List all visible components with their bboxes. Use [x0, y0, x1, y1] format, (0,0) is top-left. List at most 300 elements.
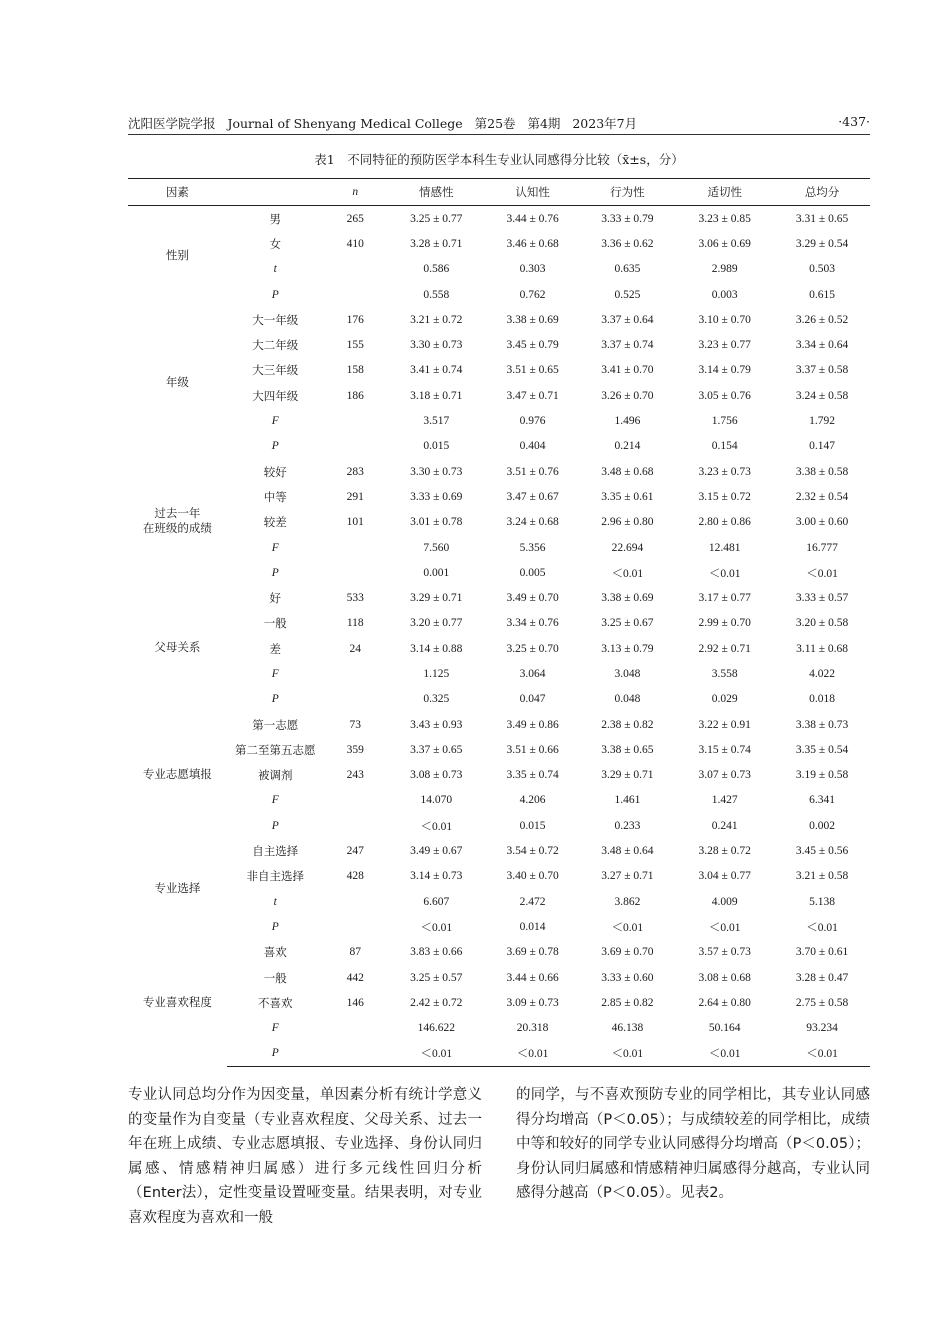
subgroup-cell: 第二至第五志愿 [235, 744, 316, 757]
value-cell: 0.003 [711, 288, 738, 301]
n-cell [324, 1041, 387, 1067]
table-row [128, 358, 870, 383]
value-cell: 0.586 [423, 263, 450, 276]
table-row [128, 1041, 870, 1067]
n-cell [324, 1016, 387, 1041]
n-cell [324, 434, 387, 459]
value-cell: 3.38 ± 0.65 [601, 743, 654, 756]
subgroup-cell: 男 [269, 213, 282, 226]
n-cell [324, 889, 387, 914]
subgroup-cell: t [273, 895, 277, 908]
n-cell: 442 [346, 971, 364, 984]
value-cell: ＜0.01 [675, 1041, 774, 1067]
running-header [128, 114, 870, 135]
n-cell: 243 [346, 769, 364, 782]
table-row [128, 990, 870, 1015]
value-cell: ＜0.01 [420, 921, 453, 934]
value-cell: 3.48 ± 0.64 [601, 845, 654, 858]
value-cell: 3.44 ± 0.66 [506, 971, 559, 984]
value-cell: 3.47 ± 0.71 [506, 389, 559, 402]
value-cell: 6.341 [809, 794, 835, 807]
table-header-row [128, 179, 870, 206]
subgroup-cell: 好 [269, 593, 282, 606]
n-cell [324, 687, 387, 712]
value-cell: ＜0.01 [387, 1041, 486, 1067]
value-cell: 1.792 [809, 415, 835, 428]
value-cell: 3.25 ± 0.70 [506, 642, 559, 655]
value-cell: 3.70 ± 0.61 [795, 946, 849, 959]
header-behavioral: 行为性 [579, 179, 675, 206]
value-cell: 3.44 ± 0.76 [506, 212, 559, 225]
table-row [128, 585, 870, 610]
value-cell: 0.214 [614, 440, 641, 453]
value-cell: 3.37 ± 0.58 [795, 364, 849, 377]
value-cell: 3.29 ± 0.71 [410, 592, 463, 605]
value-cell: 3.33 ± 0.69 [410, 490, 463, 503]
value-cell: 3.05 ± 0.76 [698, 389, 751, 402]
n-cell [324, 535, 387, 560]
journal-name-en: Journal of Shenyang Medical College [227, 116, 463, 131]
value-cell: 93.234 [806, 1022, 838, 1035]
value-cell: 3.30 ± 0.73 [410, 339, 463, 352]
subgroup-cell: t [273, 263, 277, 276]
n-cell: 24 [349, 642, 362, 655]
value-cell: 0.303 [519, 263, 546, 276]
value-cell: 3.43 ± 0.93 [410, 718, 463, 731]
value-cell: 3.28 ± 0.72 [698, 845, 751, 858]
value-cell: 3.064 [519, 667, 546, 680]
value-cell: 3.37 ± 0.64 [601, 313, 654, 326]
value-cell: 0.015 [423, 440, 450, 453]
value-cell: 3.51 ± 0.65 [506, 364, 559, 377]
subgroup-cell: F [271, 1022, 279, 1035]
table-row [128, 282, 870, 307]
value-cell: 3.36 ± 0.62 [601, 237, 654, 250]
value-cell: 3.29 ± 0.54 [795, 237, 849, 250]
subgroup-cell: 女 [269, 238, 282, 251]
value-cell: 3.37 ± 0.74 [601, 339, 654, 352]
value-cell: 3.07 ± 0.73 [698, 769, 751, 782]
n-cell: 176 [346, 313, 364, 326]
table-row [128, 560, 870, 585]
value-cell: 1.461 [614, 794, 641, 807]
value-cell: 0.018 [809, 693, 835, 706]
header-subgroup [227, 179, 324, 206]
table-row [128, 914, 870, 939]
value-cell: 3.28 ± 0.47 [795, 971, 849, 984]
header-n: n [324, 179, 387, 206]
journal-info [128, 114, 637, 132]
n-cell [324, 788, 387, 813]
value-cell: 0.525 [614, 288, 641, 301]
value-cell: 20.318 [516, 1022, 549, 1035]
value-cell: 0.503 [809, 263, 835, 276]
value-cell: 5.356 [519, 541, 546, 554]
value-cell: 3.23 ± 0.85 [698, 212, 751, 225]
n-cell: 101 [346, 516, 364, 529]
value-cell: 3.14 ± 0.88 [410, 642, 463, 655]
value-cell: 3.08 ± 0.68 [698, 971, 751, 984]
value-cell: 3.27 ± 0.71 [601, 870, 654, 883]
n-cell: 428 [346, 870, 364, 883]
table-row [128, 763, 870, 788]
subgroup-cell: 不喜欢 [258, 997, 293, 1010]
subgroup-cell: 中等 [263, 491, 287, 504]
value-cell: 3.38 ± 0.69 [601, 592, 654, 605]
n-cell [324, 560, 387, 585]
value-cell: 3.24 ± 0.58 [795, 389, 849, 402]
table-row [128, 434, 870, 459]
body-paragraph-left: 专业认同总均分作为因变量，单因素分析有统计学意义的变量作为自变量（专业喜欢程度、父母关系、过去一年在班上成绩、专业志愿填报、专业选择、身份认同归属感、情感精神归属感）进行多元线性回归分析（Enter法），定性变量设置哑变量。结果表明，对专业喜欢程度为喜欢和一般 [128, 1087, 482, 1226]
value-cell: 0.147 [809, 440, 835, 453]
n-cell [324, 914, 387, 939]
value-cell: 0.762 [519, 288, 546, 301]
value-cell: 3.40 ± 0.70 [506, 870, 559, 883]
table-row [128, 788, 870, 813]
table-row [128, 661, 870, 686]
table-row [128, 307, 870, 332]
value-cell: 0.325 [423, 693, 450, 706]
value-cell: 3.23 ± 0.77 [698, 339, 751, 352]
value-cell: 2.75 ± 0.58 [795, 996, 849, 1009]
subgroup-cell: 一般 [263, 618, 287, 631]
value-cell: ＜0.01 [611, 567, 644, 580]
n-cell: 359 [346, 743, 364, 756]
n-cell: 186 [346, 389, 364, 402]
value-cell: 3.20 ± 0.58 [795, 617, 849, 630]
value-cell: 3.38 ± 0.69 [506, 313, 559, 326]
value-cell: ＜0.01 [806, 567, 838, 580]
value-cell: 3.01 ± 0.78 [410, 516, 463, 529]
value-cell: 0.558 [423, 288, 450, 301]
subgroup-cell: P [271, 819, 279, 832]
value-cell: 1.496 [614, 415, 641, 428]
value-cell: ＜0.01 [486, 1041, 580, 1067]
journal-name-cn: 沈阳医学院学报 [128, 116, 216, 131]
value-cell: 0.154 [711, 440, 738, 453]
table-row [128, 408, 870, 433]
subgroup-cell: 大二年级 [252, 340, 299, 353]
journal-issue: 第4期 [527, 116, 561, 131]
n-cell: 155 [346, 339, 364, 352]
n-cell [324, 813, 387, 838]
value-cell: 3.23 ± 0.73 [698, 465, 751, 478]
value-cell: 3.558 [711, 667, 738, 680]
value-cell: 3.30 ± 0.73 [410, 465, 463, 478]
factor-cell: 过去一年 在班级的成绩 [142, 508, 212, 536]
value-cell: ＜0.01 [774, 1041, 870, 1067]
subgroup-cell: P [271, 693, 279, 706]
value-cell: 0.976 [519, 415, 546, 428]
n-cell [324, 661, 387, 686]
value-cell: 2.64 ± 0.80 [698, 996, 751, 1009]
subgroup-cell: F [271, 667, 279, 680]
table-row [128, 864, 870, 889]
value-cell: 3.21 ± 0.58 [795, 870, 849, 883]
value-cell: ＜0.01 [611, 921, 644, 934]
value-cell: 3.34 ± 0.76 [506, 617, 559, 630]
n-cell: 118 [346, 617, 364, 630]
value-cell: 4.009 [711, 895, 738, 908]
n-cell [324, 257, 387, 282]
subgroup-cell: P [271, 288, 279, 301]
table-row [128, 459, 870, 484]
value-cell: 2.99 ± 0.70 [698, 617, 751, 630]
value-cell: 3.21 ± 0.72 [410, 313, 463, 326]
value-cell: 4.022 [809, 667, 835, 680]
n-cell: 158 [346, 364, 364, 377]
value-cell: 3.00 ± 0.60 [795, 516, 849, 529]
value-cell: ＜0.01 [579, 1041, 675, 1067]
value-cell: 3.24 ± 0.68 [506, 516, 559, 529]
value-cell: 3.31 ± 0.65 [795, 212, 849, 225]
header-emotional: 情感性 [387, 179, 486, 206]
value-cell: 4.206 [519, 794, 546, 807]
subgroup-cell: 第一志愿 [252, 719, 299, 732]
header-total: 总均分 [774, 179, 870, 206]
value-cell: 146.622 [417, 1022, 455, 1035]
factor-cell: 性别 [165, 250, 189, 263]
value-cell: 3.45 ± 0.56 [795, 845, 849, 858]
value-cell: 3.33 ± 0.60 [601, 971, 654, 984]
value-cell: 0.615 [809, 288, 835, 301]
subgroup-cell: 一般 [263, 972, 287, 985]
value-cell: 3.41 ± 0.70 [601, 364, 654, 377]
table-caption: 表1 不同特征的预防医学本科生专业认同感得分比较（x̄±s，分） [314, 152, 684, 167]
table-row [128, 535, 870, 560]
value-cell: 3.54 ± 0.72 [506, 845, 559, 858]
value-cell: 3.25 ± 0.57 [410, 971, 463, 984]
subgroup-cell: 被调剂 [258, 770, 293, 783]
n-cell: 283 [346, 465, 364, 478]
header-factor: 因素 [128, 179, 227, 206]
n-cell: 87 [349, 946, 362, 959]
journal-volume: 第25卷 [474, 116, 516, 131]
table-row [128, 206, 870, 232]
subgroup-cell: F [271, 415, 279, 428]
value-cell: ＜0.01 [708, 921, 741, 934]
value-cell: 0.001 [423, 566, 450, 579]
value-cell: ＜0.01 [806, 921, 838, 934]
value-cell: 2.472 [519, 895, 546, 908]
value-cell: 0.015 [519, 819, 546, 832]
value-cell: 3.51 ± 0.66 [506, 743, 559, 756]
subgroup-cell: 自主选择 [252, 846, 299, 859]
table-row [128, 813, 870, 838]
value-cell: 2.989 [711, 263, 738, 276]
data-table [128, 178, 870, 1067]
value-cell: 3.25 ± 0.77 [410, 212, 463, 225]
value-cell: 3.33 ± 0.57 [795, 592, 849, 605]
value-cell: 3.35 ± 0.61 [601, 490, 654, 503]
n-cell: 291 [346, 490, 364, 503]
value-cell: 0.233 [614, 819, 641, 832]
value-cell: 1.756 [711, 415, 738, 428]
value-cell: 3.28 ± 0.71 [410, 237, 463, 250]
value-cell: 3.19 ± 0.58 [795, 769, 849, 782]
value-cell: 2.42 ± 0.72 [410, 996, 463, 1009]
value-cell: 3.14 ± 0.73 [410, 870, 463, 883]
value-cell: 3.35 ± 0.74 [506, 769, 559, 782]
value-cell: 3.10 ± 0.70 [698, 313, 751, 326]
n-cell: 410 [346, 237, 364, 250]
value-cell: 3.11 ± 0.68 [796, 642, 849, 655]
table-row [128, 1016, 870, 1041]
value-cell: 3.83 ± 0.66 [410, 946, 463, 959]
value-cell: 2.96 ± 0.80 [601, 516, 654, 529]
value-cell: 3.69 ± 0.70 [601, 946, 654, 959]
value-cell: 0.404 [519, 440, 546, 453]
value-cell: 3.45 ± 0.79 [506, 339, 559, 352]
value-cell: 3.51 ± 0.76 [506, 465, 559, 478]
factor-cell: 专业喜欢程度 [142, 996, 212, 1009]
value-cell: 3.34 ± 0.64 [795, 339, 849, 352]
value-cell: 3.15 ± 0.72 [698, 490, 751, 503]
value-cell: 22.694 [611, 541, 644, 554]
value-cell: 16.777 [806, 541, 838, 554]
value-cell: 3.26 ± 0.70 [601, 389, 654, 402]
subgroup-cell: 喜欢 [263, 947, 287, 960]
value-cell: 3.18 ± 0.71 [410, 389, 463, 402]
value-cell: 3.048 [614, 667, 641, 680]
table-row [128, 510, 870, 535]
value-cell: 3.46 ± 0.68 [506, 237, 559, 250]
subgroup-cell: 差 [269, 643, 282, 656]
page-number: ·437· [838, 114, 870, 129]
factor-cell: 专业选择 [154, 882, 201, 895]
value-cell: 3.47 ± 0.67 [506, 490, 559, 503]
value-cell: 0.048 [614, 693, 641, 706]
n-cell: 533 [346, 592, 364, 605]
subgroup-cell: 较差 [263, 517, 287, 530]
value-cell: 0.635 [614, 263, 641, 276]
n-cell: 265 [346, 212, 364, 225]
value-cell: 0.029 [711, 693, 738, 706]
factor-cell: 专业志愿填报 [142, 768, 212, 781]
subgroup-cell: F [271, 794, 279, 807]
value-cell: 7.560 [423, 541, 450, 554]
value-cell: 12.481 [708, 541, 741, 554]
header-cognitive: 认知性 [486, 179, 580, 206]
value-cell: 3.49 ± 0.67 [410, 845, 463, 858]
value-cell: 3.26 ± 0.52 [795, 313, 849, 326]
table-row [128, 231, 870, 256]
journal-date: 2023年7月 [572, 116, 638, 131]
value-cell: 3.38 ± 0.58 [795, 465, 849, 478]
table-row [128, 965, 870, 990]
subgroup-cell: F [271, 541, 279, 554]
value-cell: ＜0.01 [708, 567, 741, 580]
value-cell: 3.69 ± 0.78 [506, 946, 559, 959]
value-cell: 46.138 [611, 1022, 644, 1035]
subgroup-cell: P [227, 1041, 324, 1067]
n-cell: 146 [346, 996, 364, 1009]
subgroup-cell: 较好 [263, 466, 287, 479]
value-cell: 3.48 ± 0.68 [601, 465, 654, 478]
subgroup-cell: 大三年级 [252, 365, 299, 378]
value-cell: ＜0.01 [420, 820, 453, 833]
table-row [128, 636, 870, 661]
value-cell: 3.20 ± 0.77 [410, 617, 463, 630]
table-row [128, 940, 870, 965]
value-cell: 2.92 ± 0.71 [698, 642, 751, 655]
table-row [128, 712, 870, 737]
value-cell: 3.17 ± 0.77 [698, 592, 751, 605]
value-cell: 0.005 [519, 566, 546, 579]
value-cell: 0.014 [519, 920, 546, 933]
table-row [128, 687, 870, 712]
subgroup-cell: P [271, 440, 279, 453]
value-cell: 3.14 ± 0.79 [698, 364, 751, 377]
subgroup-cell: 非自主选择 [246, 871, 305, 884]
n-cell [324, 282, 387, 307]
value-cell: 3.38 ± 0.73 [795, 718, 849, 731]
value-cell: 3.33 ± 0.79 [601, 212, 654, 225]
value-cell: 0.241 [711, 819, 738, 832]
value-cell: 3.29 ± 0.71 [601, 769, 654, 782]
value-cell: 50.164 [708, 1022, 741, 1035]
value-cell: 1.125 [423, 667, 450, 680]
value-cell: 1.427 [711, 794, 738, 807]
header-fitness: 适切性 [675, 179, 774, 206]
value-cell: 3.517 [423, 415, 450, 428]
subgroup-cell: P [271, 920, 279, 933]
value-cell: 3.22 ± 0.91 [698, 718, 751, 731]
table-row [128, 838, 870, 863]
value-cell: 14.070 [420, 794, 453, 807]
value-cell: 5.138 [809, 895, 835, 908]
table-row [128, 332, 870, 357]
value-cell: 3.37 ± 0.65 [410, 743, 463, 756]
table-row [128, 889, 870, 914]
value-cell: 3.15 ± 0.74 [698, 743, 751, 756]
factor-cell: 年级 [165, 376, 189, 389]
value-cell: 3.41 ± 0.74 [410, 364, 463, 377]
value-cell: 3.862 [614, 895, 641, 908]
value-cell: 2.80 ± 0.86 [698, 516, 751, 529]
value-cell: 3.35 ± 0.54 [795, 743, 849, 756]
value-cell: 3.09 ± 0.73 [506, 996, 559, 1009]
table-row [128, 484, 870, 509]
table-row [128, 611, 870, 636]
value-cell: 3.08 ± 0.73 [410, 769, 463, 782]
n-cell: 73 [349, 718, 362, 731]
factor-cell: 父母关系 [154, 642, 201, 655]
value-cell: 2.85 ± 0.82 [601, 996, 654, 1009]
n-cell [324, 408, 387, 433]
subgroup-cell: P [271, 566, 279, 579]
value-cell: 3.04 ± 0.77 [698, 870, 751, 883]
value-cell: 0.002 [809, 819, 835, 832]
value-cell: 6.607 [423, 895, 450, 908]
value-cell: 2.38 ± 0.82 [601, 718, 654, 731]
subgroup-cell: 大一年级 [252, 314, 299, 327]
subgroup-cell: 大四年级 [252, 390, 299, 403]
value-cell: 3.25 ± 0.67 [601, 617, 654, 630]
table-row [128, 383, 870, 408]
value-cell: 0.047 [519, 693, 546, 706]
value-cell: 2.32 ± 0.54 [795, 490, 849, 503]
value-cell: 3.06 ± 0.69 [698, 237, 751, 250]
value-cell: 3.49 ± 0.86 [506, 718, 559, 731]
n-cell: 247 [346, 845, 364, 858]
table-row [128, 257, 870, 282]
value-cell: 3.13 ± 0.79 [601, 642, 654, 655]
value-cell: 3.49 ± 0.70 [506, 592, 559, 605]
value-cell: 3.57 ± 0.73 [698, 946, 751, 959]
body-paragraph-right: 的同学，与不喜欢预防专业的同学相比，其专业认同感得分均增高（P＜0.05）；与成绩较差的同学相比，成绩中等和较好的同学专业认同感得分均增高（P＜0.05）；身份认同归属感和情感精神归属感得分越高，专业认同感得分越高（P＜0.05）。见表2。 [516, 1087, 870, 1202]
table-row [128, 737, 870, 762]
